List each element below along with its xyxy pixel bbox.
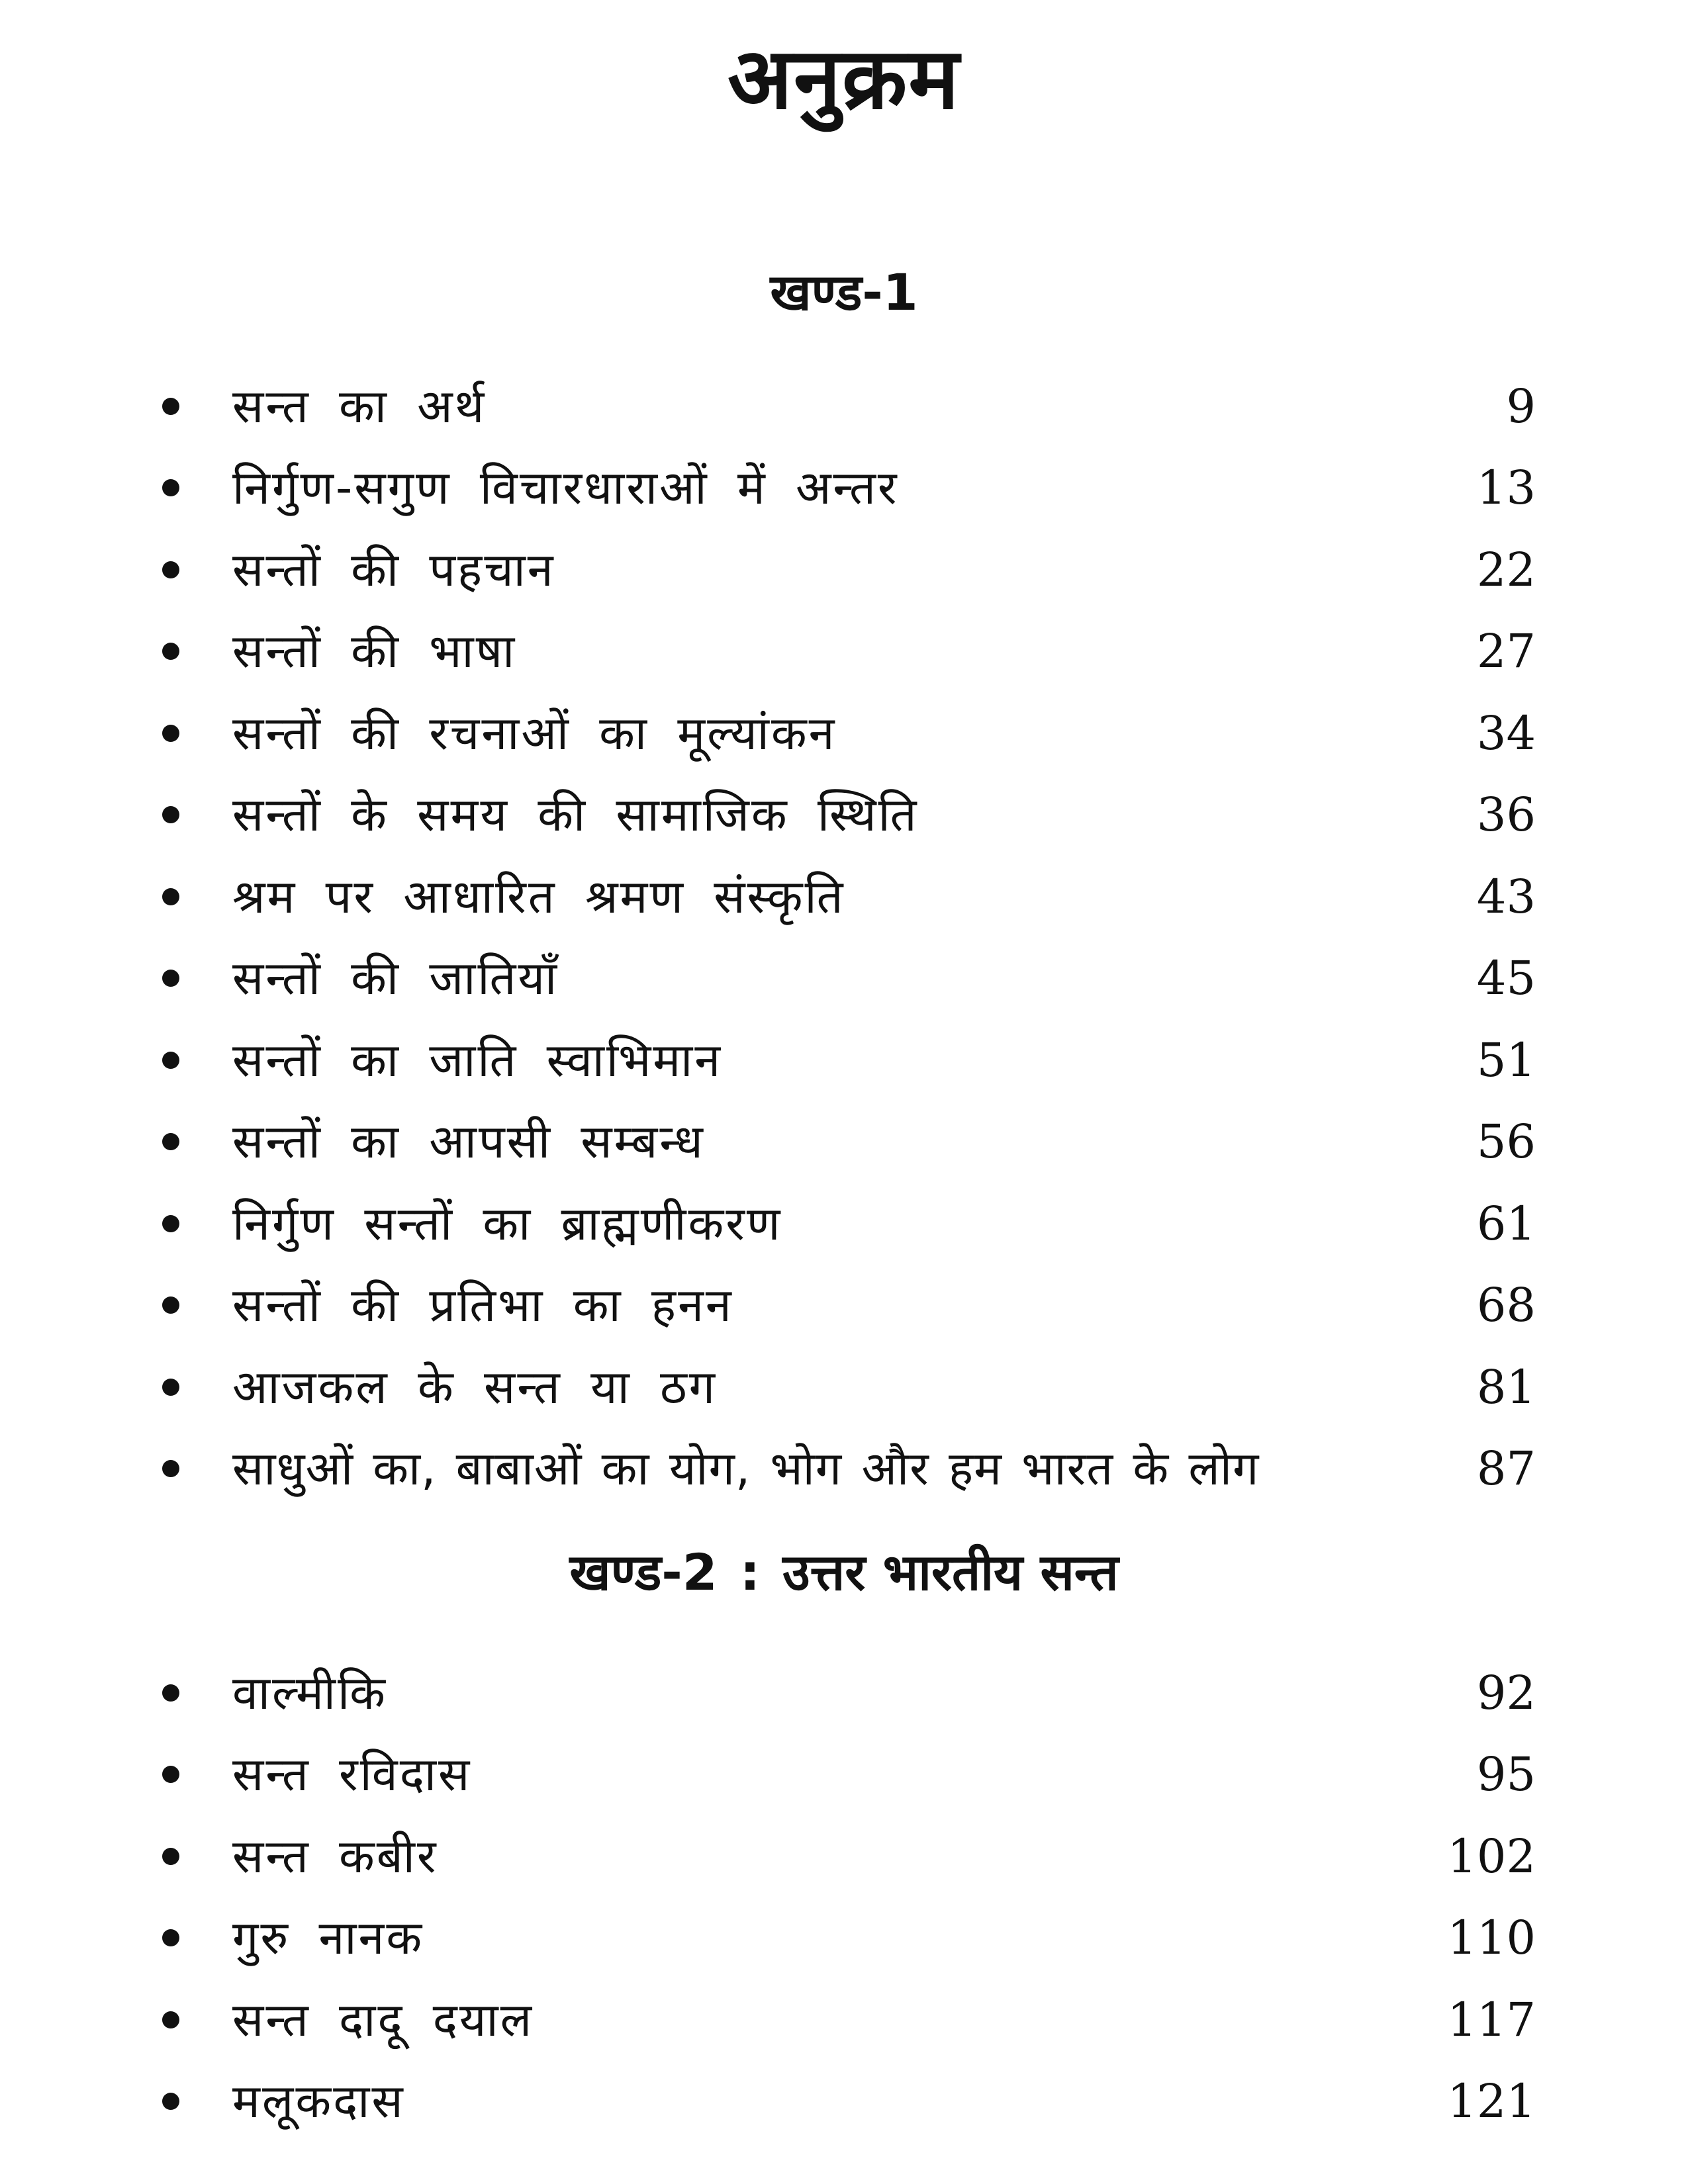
entry-page-number: 92 xyxy=(1476,1665,1536,1720)
entry-title: वाल्मीकि xyxy=(232,1665,387,1720)
section-subtitle: उत्तर भारतीय सन्त xyxy=(782,1543,1119,1602)
toc-entry[interactable] xyxy=(162,529,1536,611)
entry-title: साधुओं का, बाबाओं का योग, भोग और हम भारत के लोग xyxy=(232,1441,1260,1496)
bullet-icon xyxy=(162,888,179,905)
entry-page-number: 61 xyxy=(1476,1196,1536,1251)
bullet-icon xyxy=(162,1460,179,1477)
toc-entry[interactable] xyxy=(162,1346,1536,1428)
bullet-icon xyxy=(162,1684,179,1702)
toc-entry[interactable] xyxy=(162,1265,1536,1347)
entry-page-number: 81 xyxy=(1476,1359,1536,1414)
entry-title: सन्त दादू दयाल xyxy=(232,1992,534,2047)
toc-entry[interactable] xyxy=(162,1734,1536,1816)
toc-entry[interactable] xyxy=(162,1183,1536,1265)
entry-page-number: 43 xyxy=(1476,869,1536,924)
toc-entry[interactable] xyxy=(162,774,1536,856)
entry-title: सन्तों की भाषा xyxy=(232,624,517,679)
entry-title: सन्तों की रचनाओं का मूल्यांकन xyxy=(232,705,837,760)
entry-title: गुरु नानक xyxy=(232,1911,424,1966)
toc-entry[interactable] xyxy=(162,365,1536,447)
entry-page-number: 34 xyxy=(1476,705,1536,760)
entry-page-number: 68 xyxy=(1476,1278,1536,1333)
toc-entry[interactable] xyxy=(162,611,1536,693)
entry-page-number: 22 xyxy=(1476,542,1536,597)
entry-title: निर्गुण सन्तों का ब्राह्मणीकरण xyxy=(232,1196,782,1251)
toc-entry[interactable] xyxy=(162,1897,1536,1979)
entry-page-number: 102 xyxy=(1447,1829,1536,1884)
toc-list-section-1 xyxy=(162,365,1536,1510)
entry-page-number: 117 xyxy=(1447,1992,1536,2047)
bullet-icon xyxy=(162,643,179,660)
bullet-icon xyxy=(162,1379,179,1396)
bullet-icon xyxy=(162,398,179,415)
entry-title: सन्तों की प्रतिभा का हनन xyxy=(232,1278,733,1333)
toc-entry[interactable] xyxy=(162,1101,1536,1183)
entry-title: सन्तों का जाति स्वाभिमान xyxy=(232,1032,723,1087)
entry-title: सन्तों का आपसी सम्बन्ध xyxy=(232,1115,705,1169)
entry-page-number: 13 xyxy=(1476,461,1536,516)
bullet-icon xyxy=(162,1929,179,1946)
entry-page-number: 9 xyxy=(1506,379,1536,433)
entry-page-number: 27 xyxy=(1476,624,1536,679)
entry-page-number: 56 xyxy=(1476,1115,1536,1169)
entry-page-number: 95 xyxy=(1476,1747,1536,1802)
section-heading-1 xyxy=(0,259,1688,326)
page-title: अनुक्रम xyxy=(727,30,961,128)
entry-page-number: 87 xyxy=(1476,1441,1536,1496)
entry-page-number: 45 xyxy=(1476,951,1536,1006)
bullet-icon xyxy=(162,970,179,987)
entry-title: निर्गुण-सगुण विचारधाराओं में अन्तर xyxy=(232,461,899,516)
toc-entry[interactable] xyxy=(162,447,1536,529)
toc-entry[interactable] xyxy=(162,938,1536,1020)
entry-title: सन्तों की पहचान xyxy=(232,542,555,597)
bullet-icon xyxy=(162,561,179,578)
toc-entry[interactable] xyxy=(162,2061,1536,2143)
bullet-icon xyxy=(162,1215,179,1232)
entry-title: सन्त रविदास xyxy=(232,1747,472,1802)
bullet-icon xyxy=(162,1766,179,1783)
bullet-icon xyxy=(162,1297,179,1314)
entry-title: आजकल के सन्त या ठग xyxy=(232,1359,718,1414)
bullet-icon xyxy=(162,2011,179,2028)
entry-title: सन्तों की जातियाँ xyxy=(232,951,559,1006)
section-separator: : xyxy=(739,1543,761,1602)
entry-title: श्रम पर आधारित श्रमण संस्कृति xyxy=(232,869,845,924)
bullet-icon xyxy=(162,1052,179,1069)
bullet-icon xyxy=(162,725,179,742)
entry-page-number: 110 xyxy=(1447,1911,1536,1966)
toc-entry[interactable] xyxy=(162,1979,1536,2061)
toc-entry[interactable] xyxy=(162,1652,1536,1734)
entry-page-number: 51 xyxy=(1476,1032,1536,1087)
section-label: खण्ड-1 xyxy=(770,263,918,322)
section-label: खण्ड-2 xyxy=(569,1543,718,1602)
toc-entry[interactable] xyxy=(162,1428,1536,1510)
toc-entry[interactable] xyxy=(162,1019,1536,1101)
toc-entry[interactable] xyxy=(162,1815,1536,1897)
bullet-icon xyxy=(162,1848,179,1865)
entry-title: सन्त का अर्थ xyxy=(232,379,487,433)
section-heading-2 xyxy=(0,1539,1688,1606)
bullet-icon xyxy=(162,1133,179,1150)
entry-title: सन्त कबीर xyxy=(232,1829,438,1884)
entry-page-number: 121 xyxy=(1447,2074,1536,2129)
entry-page-number: 36 xyxy=(1476,788,1536,842)
toc-entry[interactable] xyxy=(162,856,1536,938)
bullet-icon xyxy=(162,806,179,823)
entry-title: मलूकदास xyxy=(232,2074,405,2129)
bullet-icon xyxy=(162,479,179,496)
toc-list-section-2 xyxy=(162,1652,1536,2142)
entry-title: सन्तों के समय की सामाजिक स्थिति xyxy=(232,788,919,842)
toc-entry[interactable] xyxy=(162,692,1536,774)
bullet-icon xyxy=(162,2093,179,2110)
